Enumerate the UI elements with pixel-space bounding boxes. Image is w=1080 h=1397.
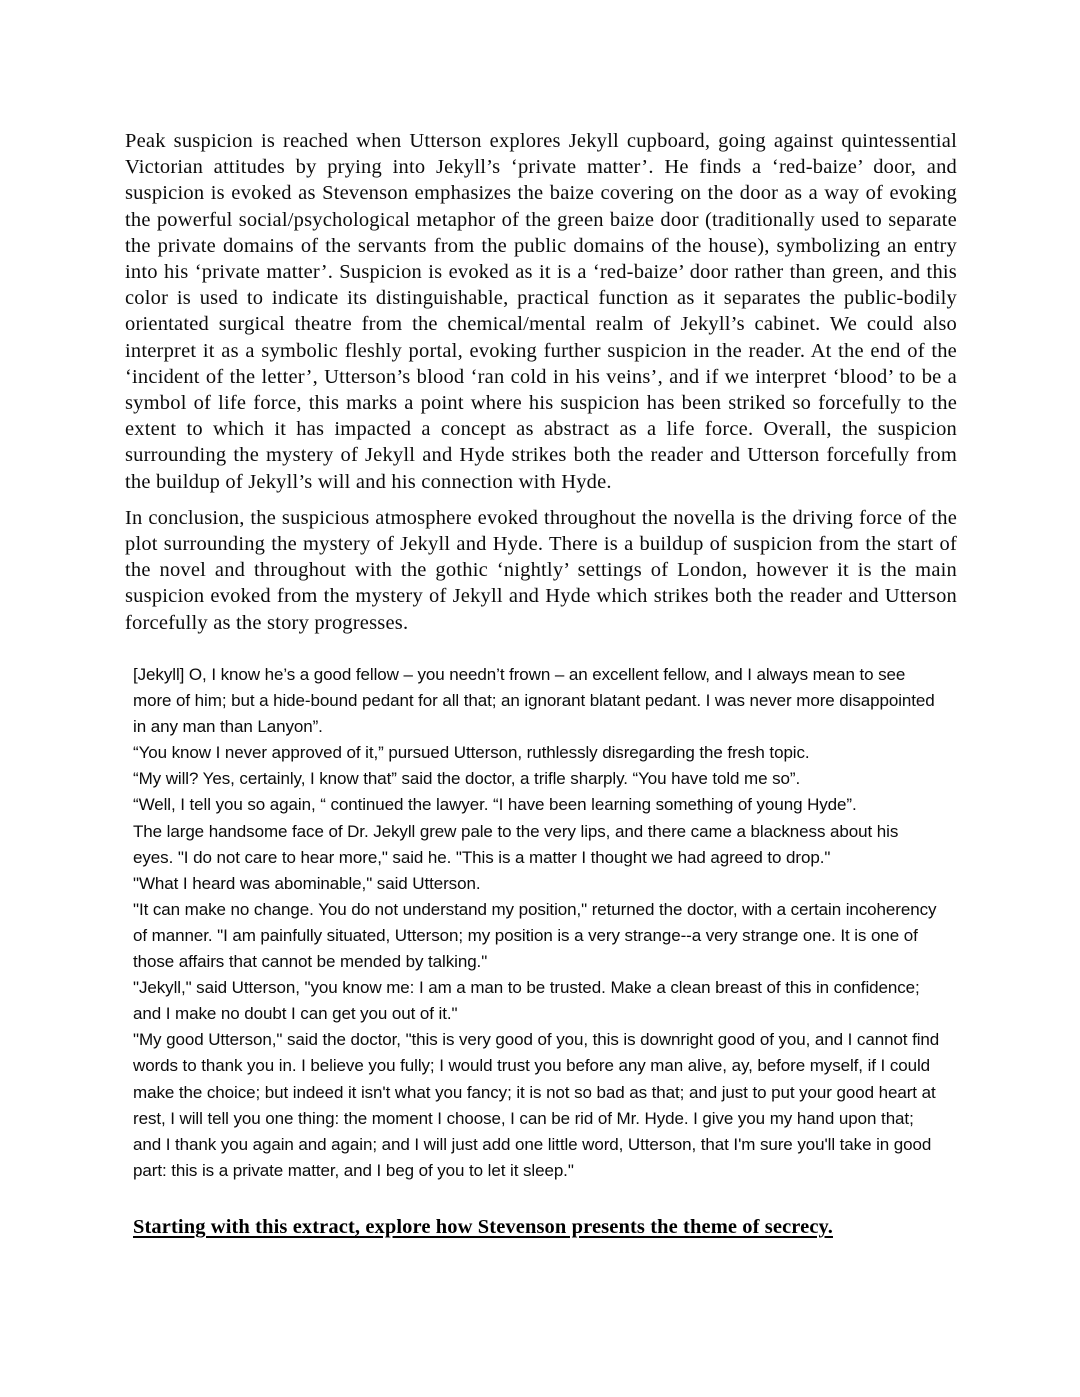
- extract-line: “Well, I tell you so again, “ continued the lawyer. “I have been learning something of young Hyde”.: [133, 795, 857, 815]
- source-extract-block: [133, 662, 943, 1184]
- extract-line: [Jekyll] O, I know he’s a good fellow – you needn’t frown – an excellent fellow, and I always mean to see more of him; but a hide-bound pedant for all that; an ignorant blatant pedant. I was never more disappointed in any man than Lanyon”.: [133, 665, 935, 737]
- extract-line: “My will? Yes, certainly, I know that” said the doctor, a trifle sharply. “You have told me so”.: [133, 769, 801, 789]
- extract-line: The large handsome face of Dr. Jekyll grew pale to the very lips, and there came a blackness about his eyes. "I do not care to hear more," said he. "This is a matter I thought we had agreed to drop.": [133, 821, 899, 867]
- extract-line: "Jekyll," said Utterson, "you know me: I am a man to be trusted. Make a clean breast of this in confidence; and I make no doubt I can get you out of it.": [133, 978, 920, 1024]
- essay-paragraph-1: Peak suspicion is reached when Utterson explores Jekyll cupboard, going against quintessential Victorian attitudes by prying into Jekyll’s ‘private matter’. He finds a ‘red-baize’ door, and suspicion is evoked as Stevenson emphasizes the baize covering on the door as a way of evoking the powerful social/psychological metaphor of the green baize door (traditionally used to separate the private domains of the servants from the public domains of the house), symbolizing an entry into his ‘private matter’. Suspicion is evoked as it is a ‘red-baize’ door rather than green, and this color is used to indicate its distinguishable, practical function as it separates the public-bodily orientated surgical theatre from the chemical/mental realm of Jekyll’s cabinet. We could also interpret it as a symbolic fleshly portal, evoking further suspicion in the reader. At the end of the ‘incident of the letter’, Utterson’s blood ‘ran cold in his veins’, and if we interpret ‘blood’ to be a symbol of life force, this marks a point where his suspicion has been striked so forcefully to the extent to which it has impacted a concept as abstract as a life force. Overall, the suspicion surrounding the mystery of Jekyll and Hyde strikes both the reader and Utterson forcefully from the buildup of Jekyll’s will and his connection with Hyde.: [125, 130, 957, 493]
- extract-line: "What I heard was abominable," said Utterson.: [133, 873, 481, 893]
- exam-question-prompt: Starting with this extract, explore how Stevenson presents the theme of secrecy.: [133, 1216, 833, 1238]
- extract-line: "My good Utterson," said the doctor, "this is very good of you, this is downright good of you, and I cannot find words to thank you in. I believe you fully; I would trust you before any man alive, ay, before myself, if I could make the choice; but indeed it isn't what you fancy; it is not so bad as that; and just to put your good heart at rest, I will tell you one thing: the moment I choose, I can be rid of Mr. Hyde. I give you my hand upon that; and I thank you again and again; and I will just add one little word, Utterson, that I'm sure you'll take in good part: this is a private matter, and I beg of you to let it sleep.": [133, 1030, 940, 1180]
- essay-body: [125, 128, 957, 636]
- essay-paragraph-2: In conclusion, the suspicious atmosphere evoked throughout the novella is the driving force of the plot surrounding the mystery of Jekyll and Hyde. There is a buildup of suspicion from the start of the novel and throughout with the gothic ‘nightly’ settings of London, however it is the main suspicion evoked from the mystery of Jekyll and Hyde which strikes both the reader and Utterson forcefully as the story progresses.: [125, 506, 957, 634]
- extract-line: "It can make no change. You do not understand my position," returned the doctor, with a certain incoherency of manner. "I am painfully situated, Utterson; my position is a very strange--a very strange one. It is one of those affairs that cannot be mended by talking.": [133, 899, 937, 972]
- extract-line: “You know I never approved of it,” pursued Utterson, ruthlessly disregarding the fresh topic.: [133, 743, 810, 763]
